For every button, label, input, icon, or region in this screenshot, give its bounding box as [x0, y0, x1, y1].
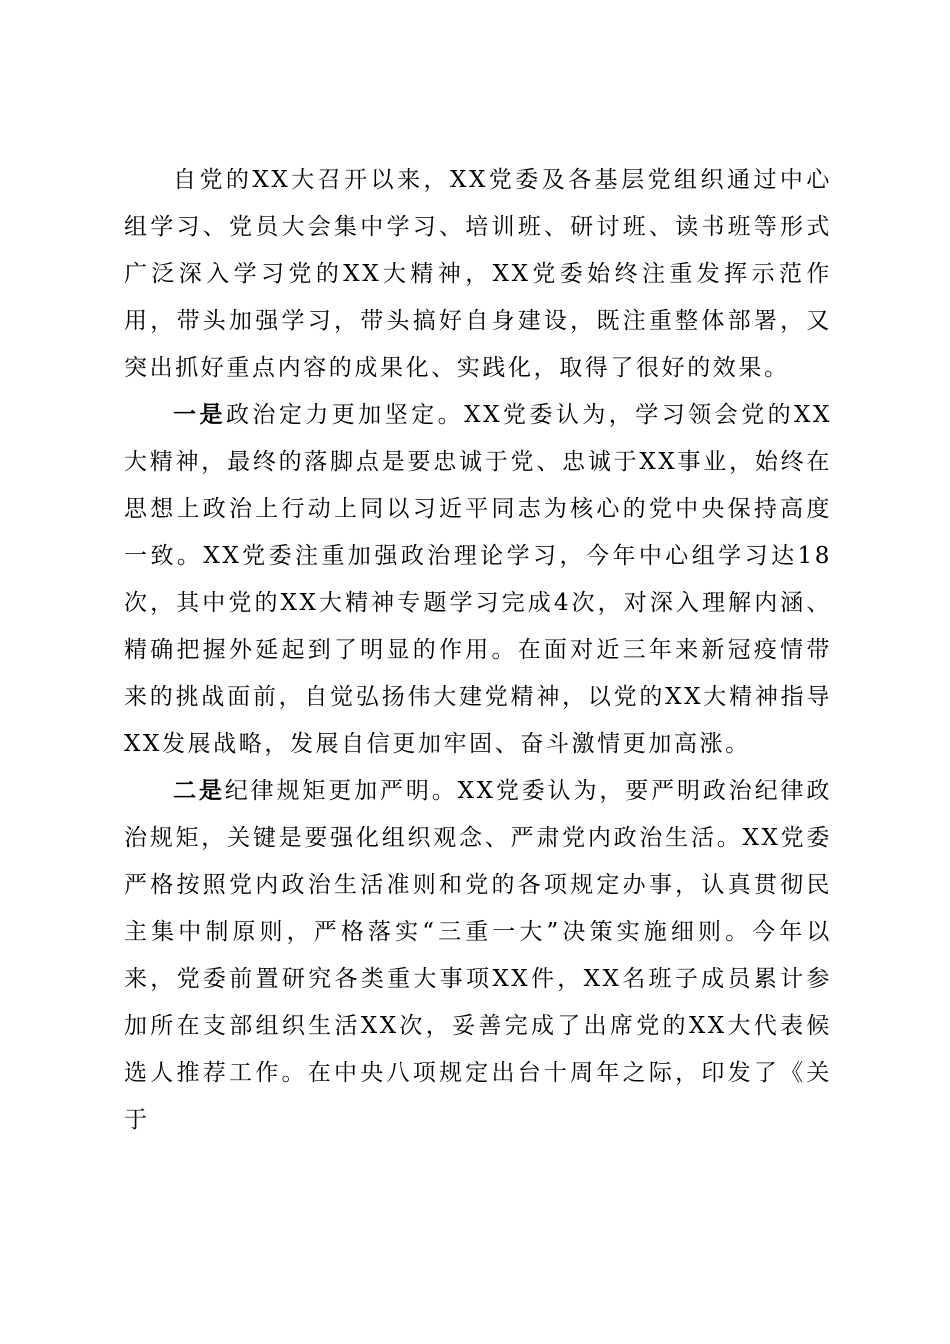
- intro-paragraph: 自党的XX大召开以来，XX党委及各基层党组织通过中心组学习、党员大会集中学习、培训班、研讨班、读书班等形式广泛深入学习党的XX大精神，XX党委始终注重发挥示范作用，带头加强学习，带头搞好自身建设，既注重整体部署，又突出抓好重点内容的成果化、实践化，取得了很好的效果。: [124, 167, 832, 381]
- document-page: [124, 157, 832, 1144]
- section-lead-label: 二是: [173, 778, 225, 804]
- section-political-stance: [124, 392, 832, 768]
- section-body-text: 纪律规矩更加严明。XX党委认为，要严明政治纪律政治规矩，关键是要强化组织观念、严肃党内政治生活。XX党委严格按照党内政治生活准则和党的各项规定办事，认真贯彻民主集中制原则，严格落实“三重一大”决策实施细则。今年以来，党委前置研究各类重大事项XX件，XX名班子成员累计参加所在支部组织生活XX次，妥善完成了出席党的XX大代表候选人推荐工作。在中央八项规定出台十周年之际，印发了《关于: [124, 778, 833, 1133]
- section-body-text: 政治定力更加坚定。XX党委认为，学习领会党的XX大精神，最终的落脚点是要忠诚于党、忠诚于XX事业，始终在思想上政治上行动上同以习近平同志为核心的党中央保持高度一致。XX党委注重加强政治理论学习，今年中心组学习达18次，其中党的XX大精神专题学习完成4次，对深入理解内涵、精确把握外延起到了明显的作用。在面对近三年来新冠疫情带来的挑战面前，自觉弘扬伟大建党精神，以党的XX大精神指导XX发展战略，发展自信更加牢固、奋斗激情更加高涨。: [124, 402, 832, 757]
- section-discipline-rules: [124, 768, 832, 1144]
- section-lead-label: 一是: [173, 402, 226, 428]
